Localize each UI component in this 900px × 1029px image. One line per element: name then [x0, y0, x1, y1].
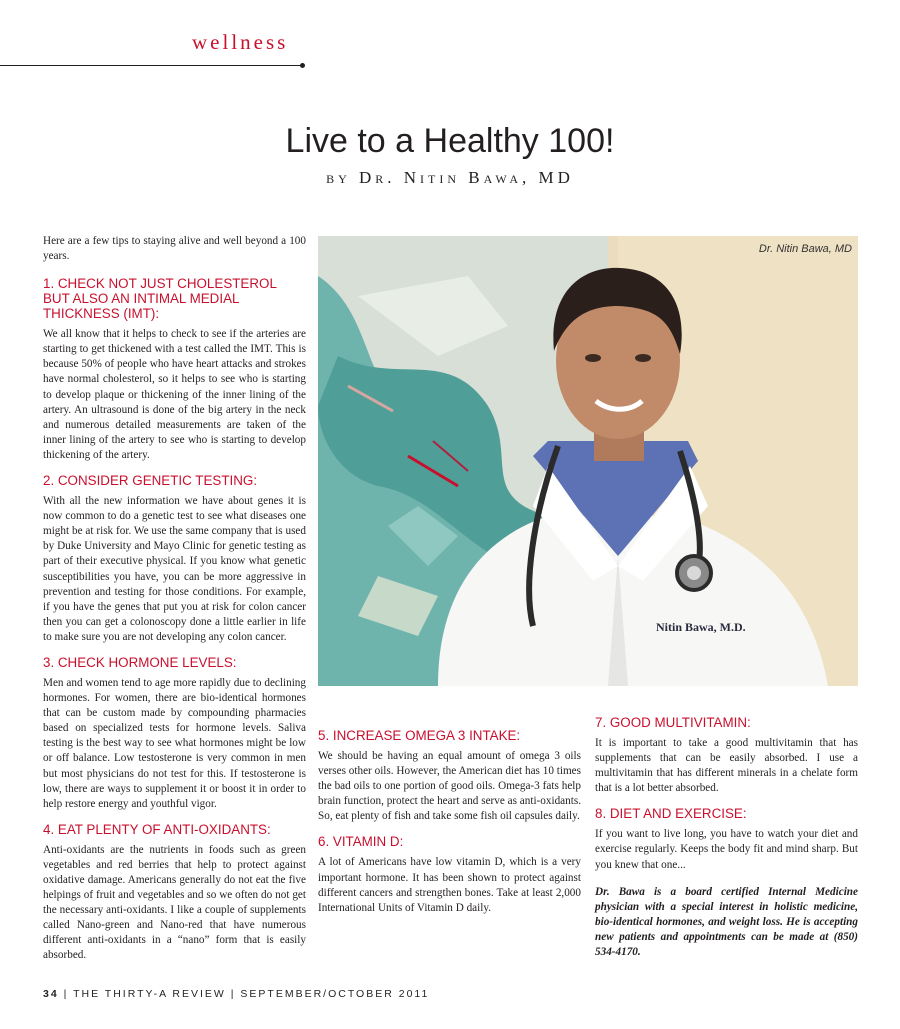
- page-footer: [43, 988, 429, 1000]
- right-column: [595, 705, 858, 968]
- tip-2-body: With all the new information we have about genes it is now common to do a genetic test to see what diseases one might be at risk for. We use the same company that is used by Duke University and Mayo Clinic for genetic testing as part of their executive physical. If you know what genetic susceptibilities you have, you can be more aggressive in prevention and testing for those conditions. For example, if you have the genes that put you at risk for colon cancer then you can get a colonoscopy done a little earlier in life to make sure you are not developing any colon cancer.: [43, 495, 306, 643]
- header-rule-dot: [300, 63, 305, 68]
- tip-3-heading: 3. CHECK HORMONE LEVELS:: [43, 654, 237, 670]
- author-bio: Dr. Bawa is a board certified Internal Medicine physician with a special interest in holistic medicine, bio-identical hormones, and weight loss. He is accepting new patients and appointments can be made at (850) 534-4170.: [595, 885, 858, 959]
- tip-1-body: We all know that it helps to check to see if the arteries are starting to get thickened with a test called the IMT. This is because 50% of people who have heart attacks and strokes have normal cholesterol, so it helps to see who is starting to develop plaque or thickening of the inner lining of the artery. An ultrasound is done of the big artery in the neck and numerous detailed measurements are taken of the inner lining of the artery to see who is starting to develop thickening of the artery.: [43, 328, 306, 461]
- photo-caption: Dr. Nitin Bawa, MD: [758, 243, 852, 255]
- tip-5-heading: 5. INCREASE OMEGA 3 INTAKE:: [318, 728, 521, 743]
- tip-6-heading: 6. VITAMIN D:: [318, 834, 404, 850]
- left-column: [43, 234, 306, 972]
- page-number: 34: [43, 988, 59, 1000]
- footer-separator-1: |: [63, 988, 69, 1000]
- section-tag: wellness: [192, 30, 289, 54]
- footer-separator-2: |: [230, 988, 236, 1000]
- tip-7-heading: 7. GOOD MULTIVITAMIN:: [595, 715, 751, 730]
- article-byline: by Dr. Nitin Bawa, MD: [326, 168, 574, 187]
- tip-7-body: It is important to take a good multivitamin that has supplements that can be easily absorbed. I use a multivitamin that has different minerals in a chelate form that is a lot better absorbed.: [595, 737, 858, 795]
- publication-name: THE THIRTY-A REVIEW: [73, 988, 226, 1000]
- tip-4-heading: 4. EAT PLENTY OF ANTI-OXIDANTS:: [43, 821, 271, 837]
- tip-4-body: Anti-oxidants are the nutrients in foods such as green vegetables and red berries that help to protect against oxidative damage. Americans generally do not eat the five helpings of fruit and vegetables and so we often do not get the necessary anti-oxidants. I like a couple of supplements called Nano-green and Nano-red that have numerous different anti-oxidants in a “nano” form that is easily absorbed.: [43, 843, 306, 962]
- tip-3-body: Men and women tend to age more rapidly due to declining hormones. For women, there are bio-identical hormones that can be custom made by compounding pharmacies based on specialized tests for hormone levels. Saliva testing is the best way to see what hormones might be low or off balance. Low testosterone is very common in men but most physicians do not test for this. If testosterone is low, there are ways to supplement it or boost it in order to help restore energy and youthful vigor.: [43, 676, 306, 810]
- tip-8-heading: 8. DIET AND EXERCISE:: [595, 806, 747, 822]
- middle-column: [318, 718, 581, 924]
- coat-name-embroidery: Nitin Bawa, M.D.: [656, 620, 746, 634]
- doctor-photo: [318, 236, 858, 686]
- header-rule: [0, 65, 302, 66]
- tip-1-heading: 1. CHECK NOT JUST CHOLESTEROL BUT ALSO AN INTIMAL MEDIAL THICKNESS (IMT):: [43, 276, 277, 322]
- tip-5-body: We should be having an equal amount of omega 3 oils verses other oils. However, the American diet has 10 times the bad oils to one portion of good oils. Omega-3 fats help brain function, protect the heart and serve as anti-oxidants. So, eat plenty of fish and take some fish oil capsules daily.: [318, 750, 581, 823]
- article-title: Live to a Healthy 100!: [285, 122, 615, 160]
- issue-date: SEPTEMBER/OCTOBER 2011: [240, 988, 430, 1000]
- doctor-portrait-illustration: [318, 236, 858, 686]
- tip-2-heading: 2. CONSIDER GENETIC TESTING:: [43, 473, 258, 489]
- tip-6-body: A lot of Americans have low vitamin D, which is a very important hormone. It has been shown to protect against different cancers and strengthen bones. Take at least 2,000 International Units of Vitamin D daily.: [318, 856, 581, 914]
- intro-paragraph: Here are a few tips to staying alive and well beyond a 100 years.: [43, 235, 306, 263]
- tip-8-body: If you want to live long, you have to watch your diet and exercise regularly. Keeps the body fit and mind sharp. But you knew that one...: [595, 828, 858, 871]
